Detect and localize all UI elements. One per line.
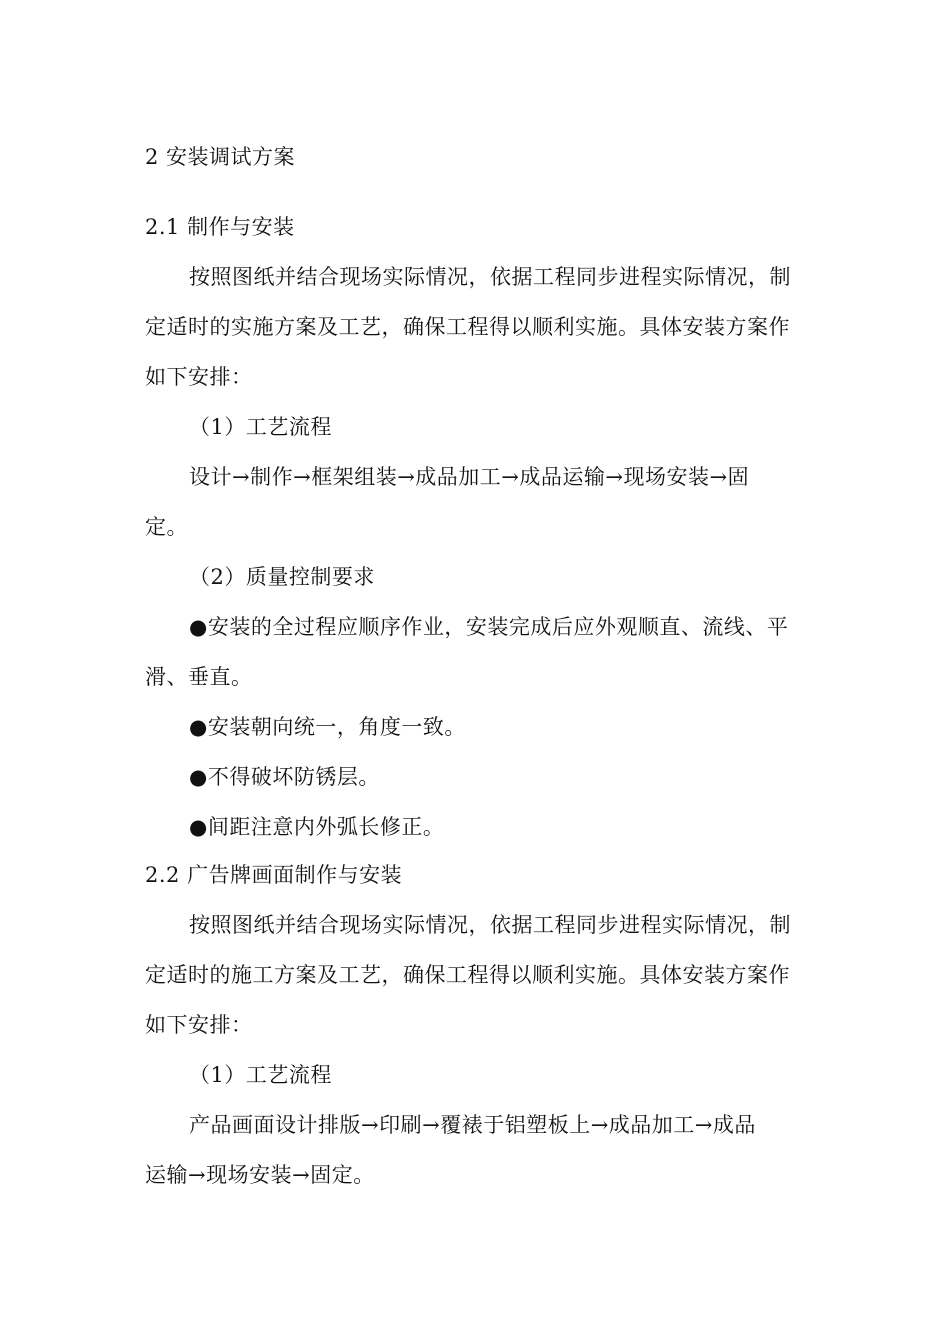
process-flow-line: 运输→现场安装→固定。 [145,1163,375,1187]
section-heading-2: 2 安装调试方案 [145,145,296,169]
section-heading-2-2: 2.2 广告牌画面制作与安装 [145,863,403,887]
section-heading-2-1: 2.1 制作与安装 [145,215,295,239]
bullet-item-continuation: 滑、垂直。 [145,665,253,689]
paragraph-line: 如下安排： [145,1013,253,1037]
paragraph-line: 如下安排： [145,365,253,389]
subsection-title: （2）质量控制要求 [189,565,375,589]
bullet-item: ●安装朝向统一，角度一致。 [189,715,466,739]
paragraph-line: 定适时的施工方案及工艺，确保工程得以顺利实施。具体安装方案作 [145,963,790,987]
subsection-title: （1）工艺流程 [189,1063,332,1087]
paragraph-line: 按照图纸并结合现场实际情况，依据工程同步进程实际情况，制 [189,913,791,937]
subsection-title: （1）工艺流程 [189,415,332,439]
bullet-item: ●不得破坏防锈层。 [189,765,380,789]
paragraph-line: 按照图纸并结合现场实际情况，依据工程同步进程实际情况，制 [189,265,791,289]
process-flow-line: 产品画面设计排版→印刷→覆裱于铝塑板上→成品加工→成品 [189,1113,756,1137]
bullet-item: ●间距注意内外弧长修正。 [189,815,445,839]
bullet-item: ●安装的全过程应顺序作业，安装完成后应外观顺直、流线、平 [189,615,789,639]
paragraph-line: 定适时的实施方案及工艺，确保工程得以顺利实施。具体安装方案作 [145,315,790,339]
process-flow-line: 设计→制作→框架组装→成品加工→成品运输→现场安装→固 [189,465,750,489]
process-flow-line: 定。 [145,515,188,539]
